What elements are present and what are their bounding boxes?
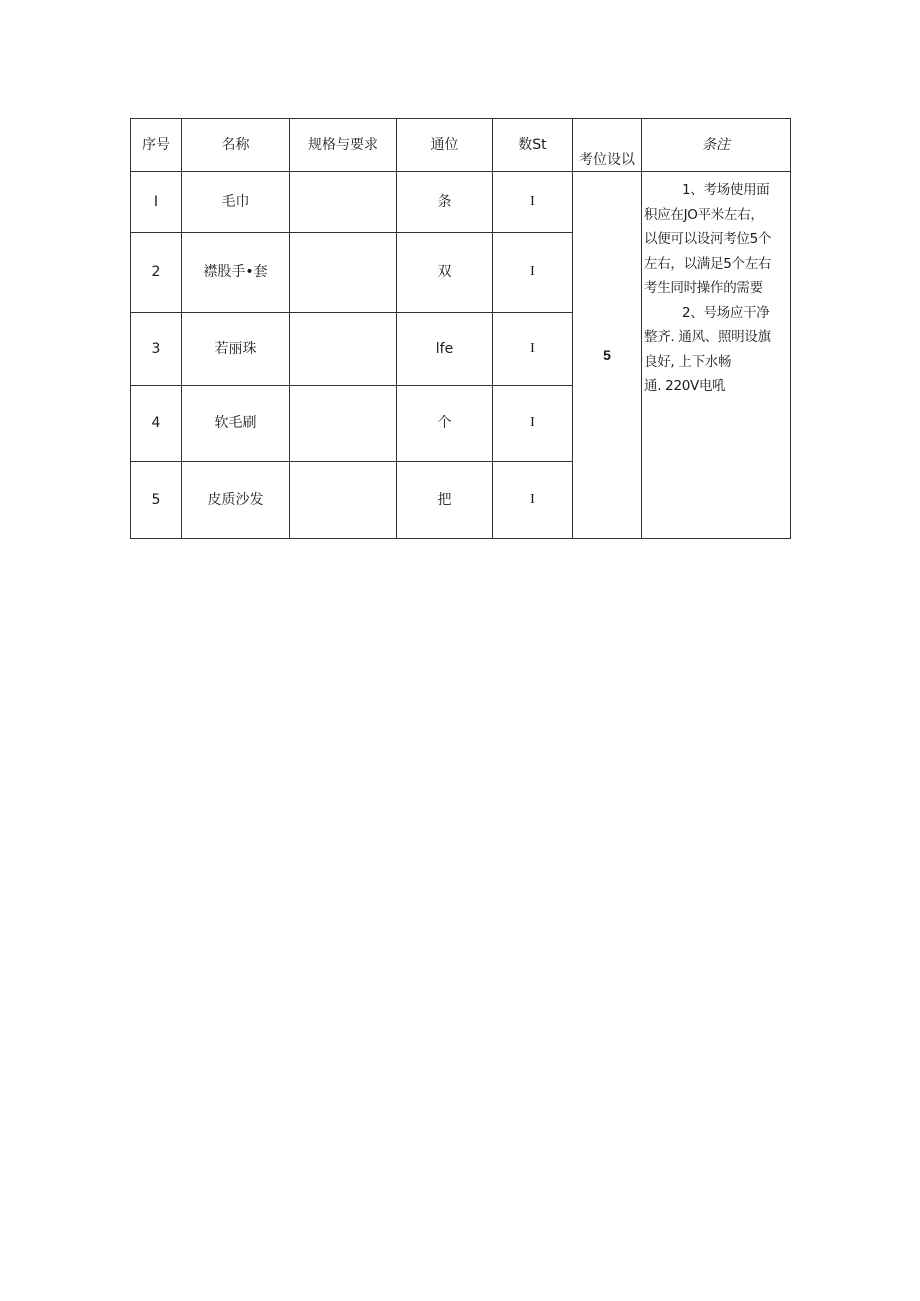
- cell-spec: [290, 313, 397, 386]
- cell-remarks: [642, 172, 791, 539]
- cell-spec: [290, 233, 397, 313]
- cell-seq: 4: [131, 386, 182, 462]
- cell-slot-count: 5: [573, 172, 642, 539]
- remarks-line: 考生同时操作的需要: [644, 280, 763, 296]
- cell-unit: 双: [397, 233, 493, 313]
- cell-unit: 个: [397, 386, 493, 462]
- header-remarks-label: 条注: [702, 136, 730, 153]
- header-spec: 规格与要求: [290, 119, 397, 172]
- cell-seq: 2: [131, 233, 182, 313]
- remarks-line: 以便可以设河考位5个: [644, 231, 772, 247]
- cell-seq: I: [131, 172, 182, 233]
- cell-qty: I: [493, 313, 573, 386]
- header-remarks: [642, 119, 791, 172]
- header-seq: 序号: [131, 119, 182, 172]
- header-slots: 考位设以: [573, 119, 642, 172]
- cell-name: 若丽珠: [182, 313, 290, 386]
- remarks-line: 左右，以满足5个左右: [644, 255, 772, 272]
- cell-qty: I: [493, 233, 573, 313]
- cell-unit: lfe: [397, 313, 493, 386]
- header-unit: 通位: [397, 119, 493, 172]
- cell-spec: [290, 386, 397, 462]
- cell-unit: 把: [397, 462, 493, 539]
- cell-name: 软毛刷: [182, 386, 290, 462]
- remarks-line: 2、号场应干净: [682, 304, 770, 321]
- cell-name: 皮质沙发: [182, 462, 290, 539]
- cell-name: 毛巾: [182, 172, 290, 233]
- remarks-line: 通. 220V电吼: [644, 378, 726, 394]
- remarks-line: 积应在JO平米左右，: [644, 206, 764, 223]
- cell-seq: 3: [131, 313, 182, 386]
- cell-spec: [290, 172, 397, 233]
- table-header-row: [131, 119, 791, 172]
- cell-qty: I: [493, 172, 573, 233]
- remarks-line: 1、考场使用面: [682, 182, 770, 198]
- cell-spec: [290, 462, 397, 539]
- cell-qty: I: [493, 462, 573, 539]
- cell-qty: I: [493, 386, 573, 462]
- header-qty: 数St: [493, 119, 573, 172]
- table-row: [131, 172, 791, 233]
- cell-seq: 5: [131, 462, 182, 539]
- equipment-table: [130, 118, 791, 539]
- cell-unit: 条: [397, 172, 493, 233]
- remarks-line: 整齐. 通风、照明设旗: [644, 329, 771, 345]
- header-name: 名称: [182, 119, 290, 172]
- remarks-line: 良好, 上下水畅: [644, 353, 732, 370]
- cell-name: 襟股手•套: [182, 233, 290, 313]
